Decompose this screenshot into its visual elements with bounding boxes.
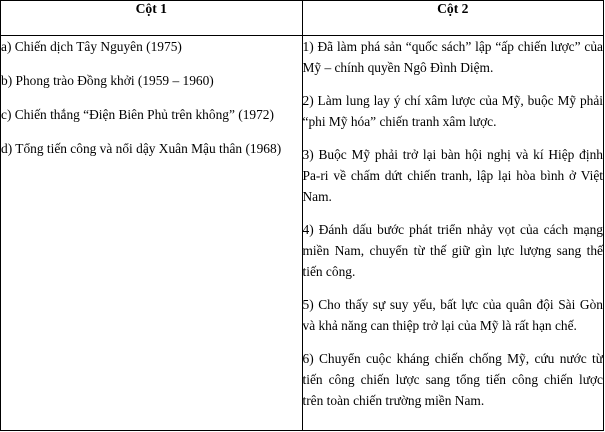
significance-1: 1) Đã làm phá sản “quốc sách” lập “ấp chiến lược” của Mỹ – chính quyền Ngô Đình Diệm.	[302, 39, 603, 75]
event-d: d) Tổng tiến công và nổi dậy Xuân Mậu thân (1968)	[1, 141, 282, 156]
column-2-cell	[302, 36, 604, 431]
column-1-header: Cột 1	[1, 1, 303, 36]
significance-3: 3) Buộc Mỹ phải trở lại bàn hội nghị và kí Hiệp định Pa-ri về chấm dứt chiến tranh, lập lại hòa bình ở Việt Nam.	[302, 147, 603, 204]
significance-4: 4) Đánh dấu bước phát triển nhảy vọt của cách mạng miền Nam, chuyển từ thế giữ gìn lực lượng sang thế tiến công.	[302, 222, 603, 279]
significance-5: 5) Cho thấy sự suy yếu, bất lực của quân đội Sài Gòn và khả năng can thiệp trở lại của Mỹ là rất hạn chế.	[302, 297, 603, 333]
content-row	[1, 36, 604, 431]
event-b: b) Phong trào Đồng khởi (1959 – 1960)	[1, 73, 214, 88]
column-1-cell	[1, 36, 303, 431]
column-2-header: Cột 2	[302, 1, 604, 36]
significance-6: 6) Chuyển cuộc kháng chiến chống Mỹ, cứu nước từ tiến công chiến lược sang tổng tiến công chiến lược trên toàn chiến trường miền Nam.	[302, 351, 603, 408]
header-row	[1, 1, 604, 36]
event-c: c) Chiến thắng “Điện Biên Phủ trên không” (1972)	[1, 107, 274, 122]
significance-2: 2) Làm lung lay ý chí xâm lược của Mỹ, buộc Mỹ phải “phi Mỹ hóa” chiến tranh xâm lược.	[302, 93, 603, 129]
event-a: a) Chiến dịch Tây Nguyên (1975)	[1, 39, 182, 54]
